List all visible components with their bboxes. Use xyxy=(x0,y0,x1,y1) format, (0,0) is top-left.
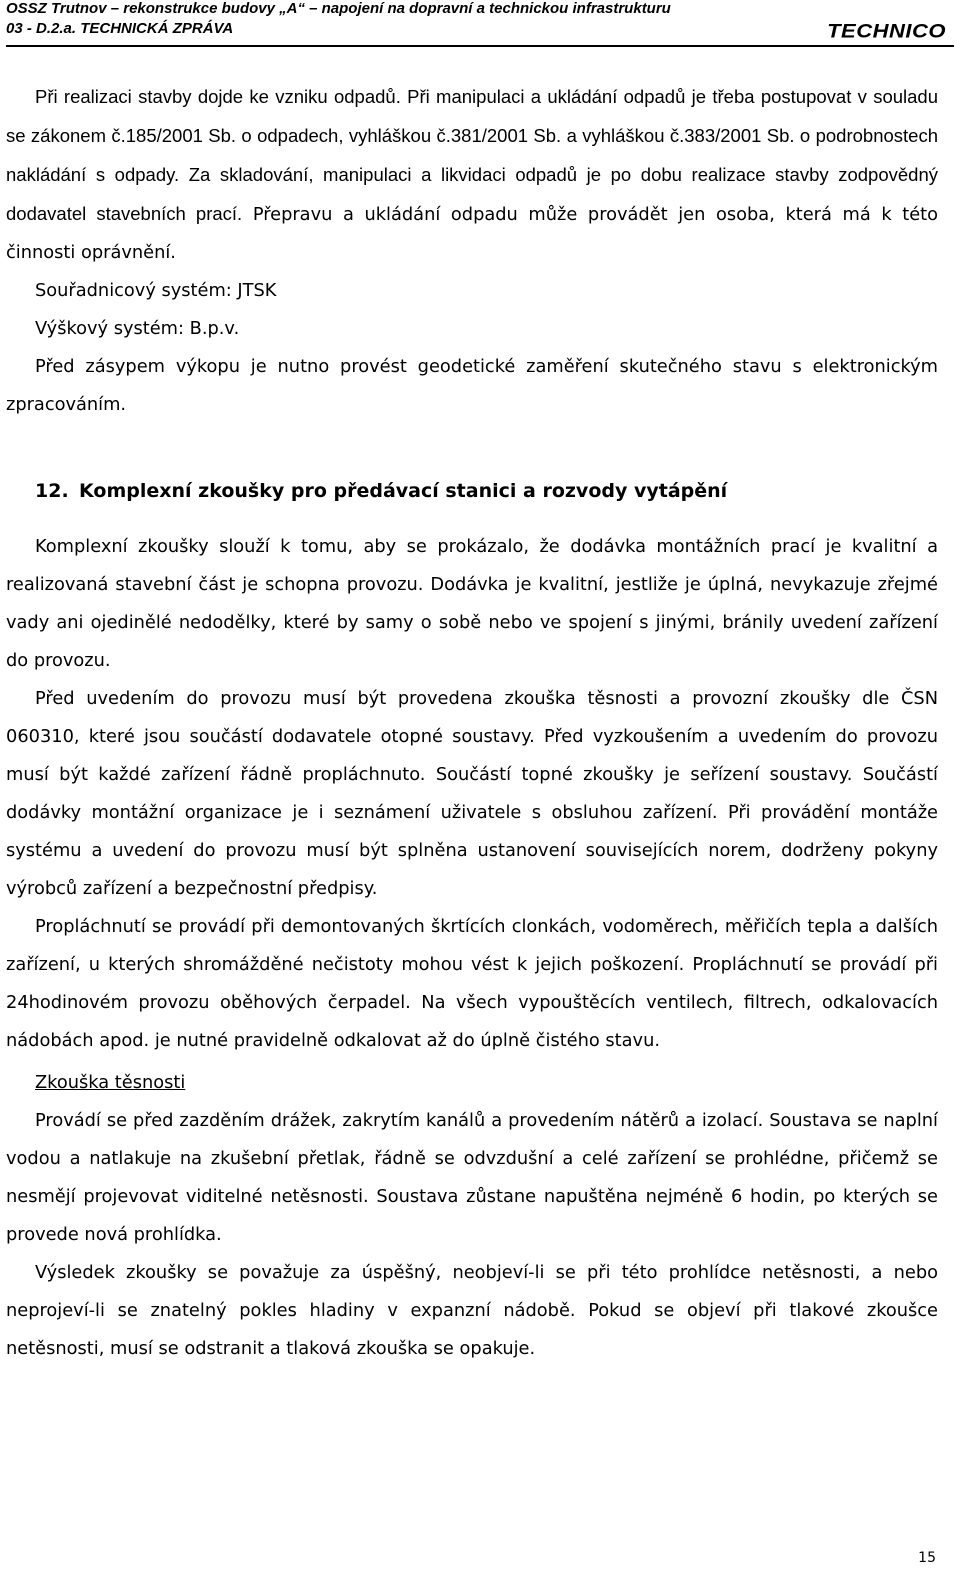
survey-note: Před zásypem výkopu je nutno provést geodetické zaměření skutečného stavu s elektronickým zpracováním. xyxy=(6,356,938,415)
section-paragraph: Před uvedením do provozu musí být provedena zkouška těsnosti a provozní zkoušky dle ČSN 060310, které jsou součástí dodavatele otopné soustavy. Před vyzkoušením a uvedením do provozu musí být každé zařízení řádně propláchnuto. Součástí topné zkoušky je seřízení soustavy. Součástí dodávky montážní organizace je i seznámení uživatele s obsluhou zařízení. Při provádění montáže systému a uvedení do provozu musí být splněna ustanovení souvisejících norem, dodrženy pokyny výrobců zařízení a bezpečnostní předpisy. xyxy=(6,688,938,899)
subheading-leak-test: Zkouška těsnosti xyxy=(35,1072,186,1093)
document-title: 03 - D.2.a. TECHNICKÁ ZPRÁVA xyxy=(6,20,234,37)
section-title: Komplexní zkoušky pro předávací stanici a rozvody vytápění xyxy=(79,480,728,502)
transport-text: Přepravu a ukládání odpadu může provádět jen osoba, která má k této činnosti oprávnění. xyxy=(6,204,938,263)
coordinate-system: Souřadnicový systém: JTSK xyxy=(35,280,277,301)
leak-test-paragraph: Výsledek zkoušky se považuje za úspěšný, neobjeví-li se při této prohlídce netěsnosti, a nebo neprojeví-li se znatelný pokles hladiny v expanzní nádobě. Pokud se objeví při tlakové zkoušce netěsnosti, musí se odstranit a tlaková zkouška se opakuje. xyxy=(6,1262,938,1359)
section-number: 12. xyxy=(35,480,69,502)
waste-text: Při realizaci stavby dojde ke vzniku odpadů. Při manipulaci a ukládání odpadů je třeba postupovat v souladu se zákonem č.185/2001 Sb. o odpadech, vyhláškou č.381/2001 Sb. a vyhláškou č.383/2001 Sb. o podrobnostech nakládání s odpady. Za skladování, manipulaci a likvidaci odpadů je po dobu realizace stavby zodpovědný dodavatel stavebních prací. xyxy=(6,86,938,224)
leak-test-paragraph: Provádí se před zazděním drážek, zakrytím kanálů a provedením nátěrů a izolací. Soustava se naplní vodou a natlakuje na zkušební přetlak, řádně se odvzdušní a celé zařízení se prohlédne, přičemž se nesmějí projevovat viditelné netěsnosti. Soustava zůstane napuštěna nejméně 6 hodin, po kterých se provede nová prohlídka. xyxy=(6,1110,938,1245)
company-logo: TECHNICO xyxy=(827,19,946,42)
header-divider xyxy=(6,45,954,47)
page-number: 15 xyxy=(918,1550,936,1566)
project-title: OSSZ Trutnov – rekonstrukce budovy „A“ – napojení na dopravní a technickou infrastrukturu xyxy=(6,0,671,17)
waste-paragraph xyxy=(6,78,938,272)
section-paragraph: Propláchnutí se provádí při demontovaných škrtících clonkách, vodoměrech, měřičích tepla a dalších zařízení, u kterých shromážděné nečistoty mohou vést k jejich poškození. Propláchnutí se provádí při 24hodinovém provozu oběhových čerpadel. Na všech vypouštěcích ventilech, filtrech, odkalovacích nádobách apod. je nutné pravidelně odkalovat až do úplně čistého stavu. xyxy=(6,916,938,1051)
section-paragraph: Komplexní zkoušky slouží k tomu, aby se prokázalo, že dodávka montážních prací je kvalitní a realizovaná stavební část je schopna provozu. Dodávka je kvalitní, jestliže je úplná, nevykazuje zřejmé vady ani ojedinělé nedodělky, které by samy o sobě nebo ve spojení s jinými, bránily uvedení zařízení do provozu. xyxy=(6,536,938,671)
document-body xyxy=(6,78,938,1368)
section-heading xyxy=(6,472,938,510)
height-system: Výškový systém: B.p.v. xyxy=(35,318,240,339)
page-header xyxy=(6,0,954,46)
